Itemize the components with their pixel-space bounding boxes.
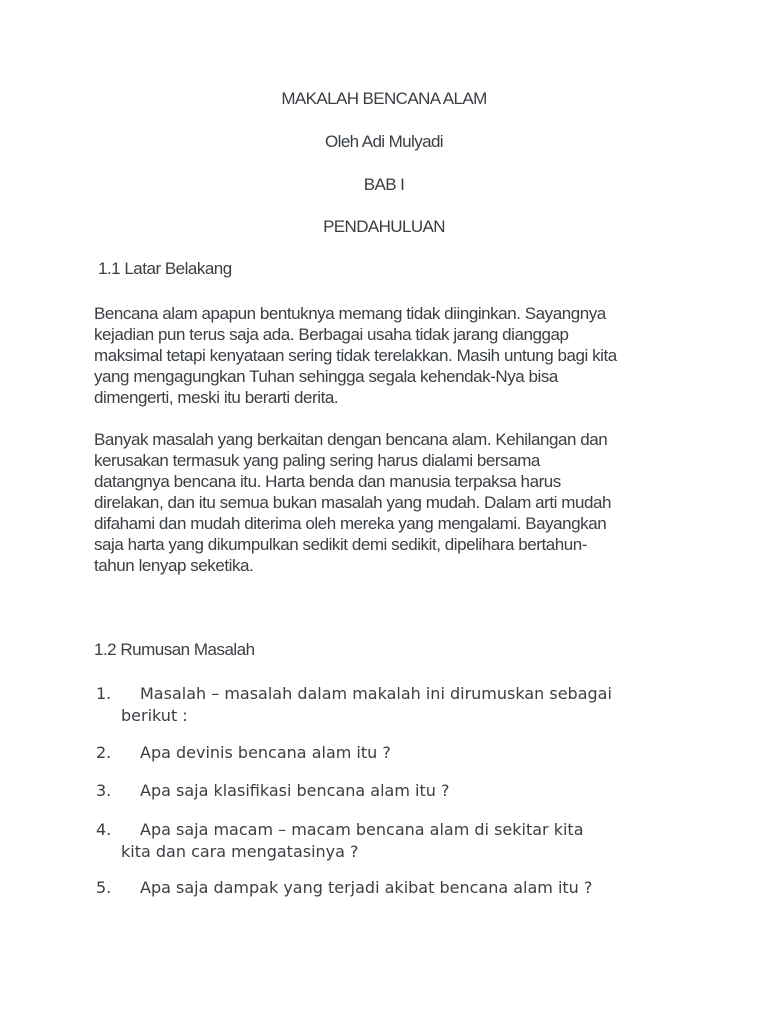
paragraph-line: dimengerti, meski itu berarti derita. [94, 388, 339, 407]
list-number: 3. [96, 781, 112, 800]
paragraph-line: saja harta yang dikumpulkan sedikit demi sedikit, dipelihara bertahun- [94, 535, 587, 554]
list-text-continued: kita dan cara mengatasinya ? [121, 842, 359, 861]
paragraph-line: yang mengagungkan Tuhan sehingga segala kehendak-Nya bisa [94, 367, 558, 386]
document-title: MAKALAH BENCANA ALAM [281, 89, 487, 108]
list-number: 5. [96, 878, 112, 897]
paragraph-line: direlakan, dan itu semua bukan masalah yang mudah. Dalam arti mudah [94, 493, 611, 512]
chapter-title: PENDAHULUAN [323, 217, 445, 236]
list-item [96, 819, 706, 863]
paragraph-line: maksimal tetapi kenyataan sering tidak terelakkan. Masih untung bagi kita [94, 346, 617, 365]
list-text: Apa saja macam – macam bencana alam di sekitar kita [140, 820, 584, 839]
paragraph-line: datangnya bencana itu. Harta benda dan manusia terpaksa harus [94, 472, 561, 491]
chapter-label: BAB I [363, 175, 405, 194]
list-text: Apa devinis bencana alam itu ? [140, 743, 391, 762]
paragraph-latar-belakang-2 [94, 429, 694, 576]
section-heading-rumusan-masalah: 1.2 Rumusan Masalah [94, 640, 255, 659]
list-item [96, 877, 706, 899]
paragraph-line: Bencana alam apapun bentuknya memang tidak diinginkan. Sayangnya [94, 304, 606, 323]
list-item [96, 780, 706, 802]
list-number: 2. [96, 743, 112, 762]
list-item [96, 742, 706, 764]
paragraph-latar-belakang-1 [94, 303, 694, 408]
list-text: Apa saja klasifikasi bencana alam itu ? [140, 781, 450, 800]
paragraph-line: difahami dan mudah diterima oleh mereka yang mengalami. Bayangkan [94, 514, 607, 533]
list-item [96, 683, 706, 727]
list-text: Masalah – masalah dalam makalah ini dirumuskan sebagai [140, 684, 612, 703]
list-text: Apa saja dampak yang terjadi akibat bencana alam itu ? [140, 878, 593, 897]
paragraph-line: Banyak masalah yang berkaitan dengan bencana alam. Kehilangan dan [94, 430, 608, 449]
paragraph-line: tahun lenyap seketika. [94, 556, 254, 575]
list-number: 1. [96, 684, 112, 703]
paragraph-line: kejadian pun terus saja ada. Berbagai usaha tidak jarang dianggap [94, 325, 569, 344]
document-author: Oleh Adi Mulyadi [325, 132, 443, 151]
paragraph-line: kerusakan termasuk yang paling sering harus dialami bersama [94, 451, 540, 470]
list-text-continued: berikut : [121, 706, 188, 725]
section-heading-latar-belakang: 1.1 Latar Belakang [98, 259, 232, 278]
list-number: 4. [96, 820, 112, 839]
